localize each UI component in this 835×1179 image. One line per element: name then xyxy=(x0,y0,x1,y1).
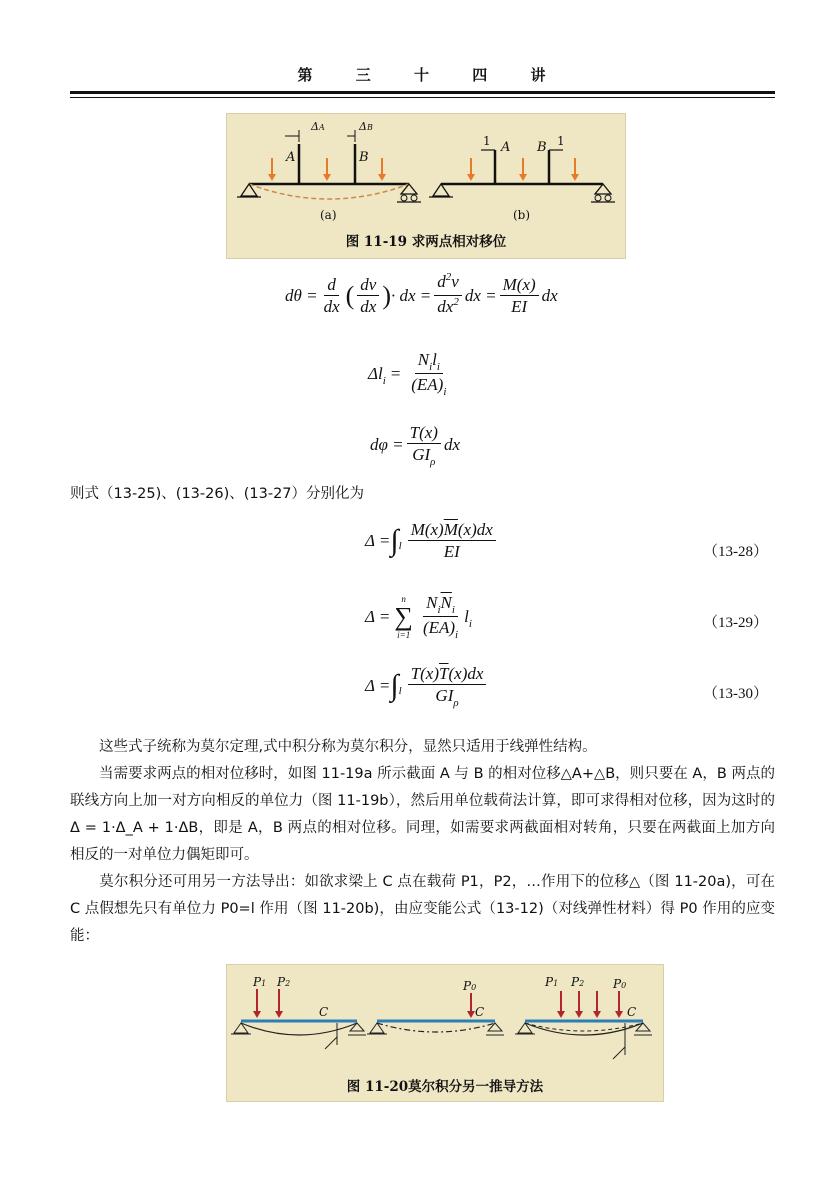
eq1-frac1-num: d xyxy=(324,275,339,296)
eq1-frac4 xyxy=(500,275,539,316)
eq30-frac xyxy=(408,664,487,708)
label-p2-c: P2 xyxy=(571,975,585,989)
label-delta-a: ΔA xyxy=(311,120,325,133)
paragraph-3: 莫尔积分还可用另一方法导出：如欲求梁上 C 点在载荷 P1，P2，…作用下的位移△（图 11-20a)，可在 C 点假想先只有单位力 P0=l 作用（图 11-20b)，由应变能公式（13-12)（对线弹性材料）得 P0 作用的应变能： xyxy=(70,874,775,944)
label-unit-left: 1 xyxy=(483,134,491,148)
label-a-b: A xyxy=(501,140,511,155)
eq29-tail: $l_i$ xyxy=(464,606,472,630)
eq3-num: T(x) xyxy=(407,423,441,444)
eq1-frac4-den: EI xyxy=(511,297,528,316)
label-c-b: C xyxy=(475,1005,485,1019)
sub-label-a: (a) xyxy=(320,208,337,222)
eq28-int-sub: l xyxy=(398,539,402,552)
label-p1-c: P1 xyxy=(545,975,559,989)
label-p0-b: P0 xyxy=(463,979,477,993)
eq29-den: $(EA)_i$ xyxy=(422,618,459,641)
eq30-lhs: Δ = xyxy=(365,676,391,695)
eq2-den: $(EA)_i$ xyxy=(411,375,447,398)
label-c-c: C xyxy=(627,1005,637,1019)
label-p0-c: P0 xyxy=(613,977,627,991)
paragraph-2: 当需要求两点的相对位移时，如图 11-19a 所示截面 A 与 B 的相对位移△A+△B，则只要在 A，B 两点的联线方向上加一对方向相反的单位力（图 11-19b），然后用单位载荷法计算，即可求得相对位移，因为这时的 Δ = 1·Δ_A + 1·ΔB，即是 A，B 两点的相对位移。同理，如需要求两截面相对转角，只要在两截面上加方向相反的一对单位力偶矩即可。 xyxy=(70,766,775,863)
header-char: 十 xyxy=(413,66,431,84)
label-p1-a: P1 xyxy=(253,975,267,989)
equation-13-28 xyxy=(365,520,499,561)
header-char: 第 xyxy=(297,66,315,84)
eq1-frac4-num: M(x) xyxy=(500,275,539,296)
eq2-frac xyxy=(408,350,449,397)
eq1-paren-open: ( xyxy=(345,280,355,310)
intro-line: 则式（13-25)、(13-26)、(13-27）分别化为 xyxy=(70,486,365,502)
label-b: B xyxy=(359,150,369,165)
eq-number-13-29: （13-29） xyxy=(703,615,768,631)
sub-label-b: (b) xyxy=(513,208,531,222)
sum-sign: n ∑ i=1 xyxy=(394,593,413,640)
eq29-lhs: Δ = xyxy=(365,606,391,626)
eq3-lhs: dφ = xyxy=(370,435,404,454)
label-delta-b: ΔB xyxy=(359,120,373,133)
eq1-paren-close: ) xyxy=(382,280,392,310)
header-rule-thin xyxy=(70,97,775,98)
figure-11-19-caption: 图 11-19 求两点相对移位 xyxy=(345,234,507,250)
eq1-frac3-den: $dx^2$ xyxy=(437,296,459,316)
header-char: 讲 xyxy=(530,66,548,84)
eq1-eq2: dx = xyxy=(464,285,497,305)
label-p2-a: P2 xyxy=(277,975,291,989)
paragraph-1: 这些式子统称为莫尔定理,式中积分称为莫尔积分，显然只适用于线弹性结构。 xyxy=(70,739,597,755)
eq3-frac xyxy=(407,423,441,467)
eq1-dot-dx: · dx = xyxy=(391,285,432,305)
eq1-frac2-num: dv xyxy=(357,275,379,296)
label-a: A xyxy=(286,150,296,165)
eq-number-13-28: （13-28） xyxy=(703,544,768,560)
eq28-num: $M(x)\overline{M}(x)dx$ xyxy=(408,520,496,541)
eq2-num: $N_il_i$ xyxy=(415,350,443,374)
eq1-frac3 xyxy=(434,272,462,319)
integral-sign: ∫ xyxy=(390,523,399,557)
eq1-frac2 xyxy=(357,275,379,316)
figure-11-19 xyxy=(226,113,626,259)
header-rule-thick xyxy=(70,91,775,94)
header-char: 四 xyxy=(472,66,490,84)
header-char: 三 xyxy=(355,66,373,84)
equation-13-30 xyxy=(365,664,489,708)
eq1-frac2-den: dx xyxy=(360,297,377,316)
eq1-frac3-num: $d^2v$ xyxy=(434,272,462,296)
figure-11-20 xyxy=(226,964,664,1102)
label-c-a: C xyxy=(319,1005,329,1019)
eq3-tail: dx xyxy=(443,435,461,454)
equation-dphi xyxy=(370,423,460,467)
eq1-lhs: dθ = xyxy=(285,285,318,305)
eq1-frac1-den: dx xyxy=(323,297,340,316)
equation-13-29 xyxy=(365,593,472,640)
eq28-frac xyxy=(408,520,496,561)
eq1-frac1 xyxy=(321,275,343,316)
eq28-den: EI xyxy=(443,542,460,561)
equation-dtheta xyxy=(285,272,558,319)
eq28-lhs: Δ = xyxy=(365,530,391,550)
eq30-int-sub: l xyxy=(398,685,402,697)
eq-number-13-30: （13-30） xyxy=(703,686,768,702)
eq30-num: $T(x)\overline{T}(x)dx$ xyxy=(408,664,487,685)
eq1-tail: dx xyxy=(541,285,558,305)
chapter-header xyxy=(70,64,775,85)
eq3-den: $GI_\rho$ xyxy=(412,445,436,468)
label-b-b: B xyxy=(537,140,547,155)
integral-sign: ∫ xyxy=(390,669,399,702)
eq29-frac xyxy=(420,593,461,640)
eq2-lhs: $\Delta l_i$ xyxy=(368,363,386,387)
equation-delta-l xyxy=(368,350,452,397)
eq29-num: $N_i\overline{N}_i$ xyxy=(423,593,458,617)
figure-11-20-caption: 图 11-20莫尔积分另一推导方法 xyxy=(346,1079,544,1095)
eq30-den: $GI_\rho$ xyxy=(435,686,459,709)
label-unit-right: 1 xyxy=(557,134,565,148)
eq2-equals: = xyxy=(389,363,402,383)
